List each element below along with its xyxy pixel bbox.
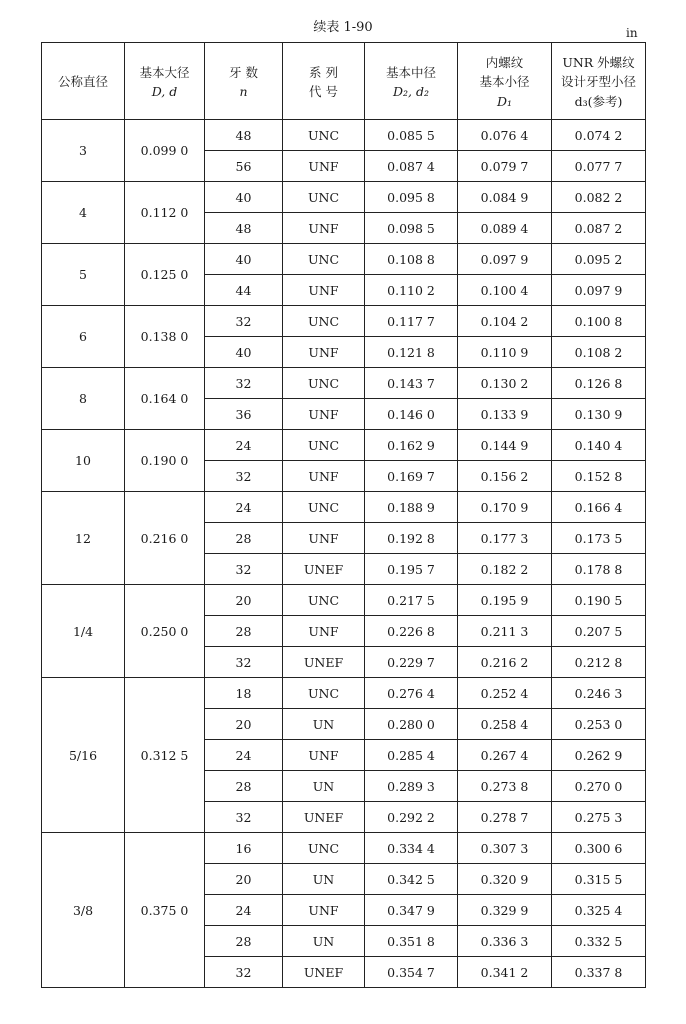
table-row [42,120,646,151]
pitch-diameter-cell: 0.169 7 [365,461,458,492]
pitch-diameter-cell: 0.108 8 [365,244,458,275]
minor-diameter-cell: 0.252 4 [458,678,552,709]
unr-minor-diameter-cell: 0.126 8 [552,368,646,399]
threads-cell: 32 [205,802,283,833]
unr-minor-diameter-cell: 0.275 3 [552,802,646,833]
series-cell: UNEF [283,957,365,988]
header-unr-external-minor-diameter [552,43,646,120]
minor-diameter-cell: 0.329 9 [458,895,552,926]
header-line: 公称直径 [57,74,108,90]
series-cell: UN [283,709,365,740]
series-cell: UNC [283,833,365,864]
threads-cell: 48 [205,213,283,244]
minor-diameter-cell: 0.273 8 [458,771,552,802]
thread-dimensions-table [41,42,646,988]
major-diameter-cell: 0.112 0 [125,182,205,244]
pitch-diameter-cell: 0.285 4 [365,740,458,771]
series-cell: UNF [283,399,365,430]
nominal-size-cell: 1/4 [42,585,125,678]
pitch-diameter-cell: 0.334 4 [365,833,458,864]
header-line: 牙 数 [229,64,258,80]
minor-diameter-cell: 0.216 2 [458,647,552,678]
series-cell: UNC [283,492,365,523]
header-line: UNR 外螺纹 [562,54,635,70]
header-basic-major-diameter [125,43,205,120]
minor-diameter-cell: 0.341 2 [458,957,552,988]
pitch-diameter-cell: 0.195 7 [365,554,458,585]
series-cell: UNF [283,151,365,182]
header-line: 基本大径 [139,64,190,80]
series-cell: UNC [283,244,365,275]
series-cell: UNC [283,120,365,151]
major-diameter-cell: 0.190 0 [125,430,205,492]
minor-diameter-cell: 0.130 2 [458,368,552,399]
header-line: 内螺纹 [485,54,524,70]
series-cell: UNEF [283,802,365,833]
nominal-size-cell: 4 [42,182,125,244]
series-cell: UNF [283,275,365,306]
pitch-diameter-cell: 0.121 8 [365,337,458,368]
unr-minor-diameter-cell: 0.212 8 [552,647,646,678]
unr-minor-diameter-cell: 0.100 8 [552,306,646,337]
minor-diameter-cell: 0.307 3 [458,833,552,864]
header-symbol: d₃(参考) [574,93,623,109]
series-cell: UN [283,864,365,895]
pitch-diameter-cell: 0.143 7 [365,368,458,399]
table-row [42,430,646,461]
minor-diameter-cell: 0.336 3 [458,926,552,957]
unr-minor-diameter-cell: 0.152 8 [552,461,646,492]
unr-minor-diameter-cell: 0.190 5 [552,585,646,616]
pitch-diameter-cell: 0.229 7 [365,647,458,678]
threads-cell: 48 [205,120,283,151]
minor-diameter-cell: 0.076 4 [458,120,552,151]
pitch-diameter-cell: 0.217 5 [365,585,458,616]
pitch-diameter-cell: 0.276 4 [365,678,458,709]
unr-minor-diameter-cell: 0.077 7 [552,151,646,182]
pitch-diameter-cell: 0.192 8 [365,523,458,554]
nominal-size-cell: 10 [42,430,125,492]
major-diameter-cell: 0.138 0 [125,306,205,368]
series-cell: UNC [283,585,365,616]
header-line: 基本小径 [479,74,530,90]
unr-minor-diameter-cell: 0.140 4 [552,430,646,461]
header-symbol: D₁ [496,93,513,109]
minor-diameter-cell: 0.278 7 [458,802,552,833]
major-diameter-cell: 0.099 0 [125,120,205,182]
threads-cell: 44 [205,275,283,306]
minor-diameter-cell: 0.084 9 [458,182,552,213]
series-cell: UNEF [283,647,365,678]
unr-minor-diameter-cell: 0.095 2 [552,244,646,275]
minor-diameter-cell: 0.079 7 [458,151,552,182]
major-diameter-cell: 0.164 0 [125,368,205,430]
threads-cell: 32 [205,306,283,337]
unr-minor-diameter-cell: 0.332 5 [552,926,646,957]
pitch-diameter-cell: 0.354 7 [365,957,458,988]
series-cell: UNF [283,523,365,554]
minor-diameter-cell: 0.195 9 [458,585,552,616]
minor-diameter-cell: 0.133 9 [458,399,552,430]
minor-diameter-cell: 0.144 9 [458,430,552,461]
header-symbol: D₂, d₂ [393,84,429,99]
unr-minor-diameter-cell: 0.173 5 [552,523,646,554]
series-cell: UNF [283,213,365,244]
threads-cell: 32 [205,647,283,678]
unr-minor-diameter-cell: 0.325 4 [552,895,646,926]
pitch-diameter-cell: 0.280 0 [365,709,458,740]
nominal-size-cell: 12 [42,492,125,585]
unr-minor-diameter-cell: 0.082 2 [552,182,646,213]
major-diameter-cell: 0.125 0 [125,244,205,306]
minor-diameter-cell: 0.258 4 [458,709,552,740]
header-line: 系 列 [309,64,338,80]
series-cell: UNF [283,461,365,492]
threads-cell: 32 [205,957,283,988]
threads-cell: 28 [205,926,283,957]
table-row [42,244,646,275]
series-cell: UN [283,926,365,957]
threads-cell: 16 [205,833,283,864]
threads-cell: 40 [205,337,283,368]
unr-minor-diameter-cell: 0.108 2 [552,337,646,368]
unr-minor-diameter-cell: 0.097 9 [552,275,646,306]
minor-diameter-cell: 0.182 2 [458,554,552,585]
major-diameter-cell: 0.216 0 [125,492,205,585]
threads-cell: 56 [205,151,283,182]
header-basic-pitch-diameter [365,43,458,120]
pitch-diameter-cell: 0.146 0 [365,399,458,430]
unr-minor-diameter-cell: 0.178 8 [552,554,646,585]
minor-diameter-cell: 0.100 4 [458,275,552,306]
table-row [42,492,646,523]
major-diameter-cell: 0.250 0 [125,585,205,678]
minor-diameter-cell: 0.177 3 [458,523,552,554]
threads-cell: 32 [205,368,283,399]
unr-minor-diameter-cell: 0.337 8 [552,957,646,988]
table-row [42,306,646,337]
table-row [42,368,646,399]
series-cell: UNF [283,895,365,926]
pitch-diameter-cell: 0.098 5 [365,213,458,244]
nominal-size-cell: 5/16 [42,678,125,833]
minor-diameter-cell: 0.110 9 [458,337,552,368]
minor-diameter-cell: 0.267 4 [458,740,552,771]
threads-cell: 18 [205,678,283,709]
major-diameter-cell: 0.312 5 [125,678,205,833]
header-symbol: n [239,84,248,99]
threads-cell: 32 [205,461,283,492]
nominal-size-cell: 3 [42,120,125,182]
threads-cell: 24 [205,895,283,926]
threads-cell: 20 [205,585,283,616]
header-line: 基本中径 [385,64,436,80]
header-row [42,43,646,120]
pitch-diameter-cell: 0.289 3 [365,771,458,802]
series-cell: UN [283,771,365,802]
unr-minor-diameter-cell: 0.130 9 [552,399,646,430]
table-caption: 续表 1-90 [313,20,373,35]
threads-cell: 20 [205,709,283,740]
unr-minor-diameter-cell: 0.300 6 [552,833,646,864]
threads-cell: 28 [205,771,283,802]
unr-minor-diameter-cell: 0.207 5 [552,616,646,647]
threads-cell: 28 [205,523,283,554]
pitch-diameter-cell: 0.347 9 [365,895,458,926]
table-row [42,833,646,864]
minor-diameter-cell: 0.211 3 [458,616,552,647]
minor-diameter-cell: 0.170 9 [458,492,552,523]
pitch-diameter-cell: 0.110 2 [365,275,458,306]
threads-cell: 20 [205,864,283,895]
threads-cell: 36 [205,399,283,430]
unr-minor-diameter-cell: 0.270 0 [552,771,646,802]
pitch-diameter-cell: 0.226 8 [365,616,458,647]
pitch-diameter-cell: 0.085 5 [365,120,458,151]
series-cell: UNF [283,337,365,368]
pitch-diameter-cell: 0.087 4 [365,151,458,182]
series-cell: UNF [283,616,365,647]
threads-cell: 32 [205,554,283,585]
threads-cell: 24 [205,430,283,461]
threads-cell: 24 [205,740,283,771]
threads-cell: 28 [205,616,283,647]
table-row [42,585,646,616]
minor-diameter-cell: 0.156 2 [458,461,552,492]
series-cell: UNC [283,430,365,461]
unr-minor-diameter-cell: 0.074 2 [552,120,646,151]
header-nominal-size [42,43,125,120]
header-threads-per-inch [205,43,283,120]
unr-minor-diameter-cell: 0.253 0 [552,709,646,740]
unr-minor-diameter-cell: 0.315 5 [552,864,646,895]
pitch-diameter-cell: 0.095 8 [365,182,458,213]
series-cell: UNC [283,306,365,337]
nominal-size-cell: 3/8 [42,833,125,988]
minor-diameter-cell: 0.097 9 [458,244,552,275]
minor-diameter-cell: 0.089 4 [458,213,552,244]
header-symbol: D, d [151,84,178,99]
series-cell: UNF [283,740,365,771]
pitch-diameter-cell: 0.188 9 [365,492,458,523]
minor-diameter-cell: 0.320 9 [458,864,552,895]
header-internal-minor-diameter [458,43,552,120]
nominal-size-cell: 5 [42,244,125,306]
header-series-code [283,43,365,120]
series-cell: UNC [283,368,365,399]
unr-minor-diameter-cell: 0.262 9 [552,740,646,771]
series-cell: UNC [283,678,365,709]
unr-minor-diameter-cell: 0.087 2 [552,213,646,244]
nominal-size-cell: 6 [42,306,125,368]
series-cell: UNEF [283,554,365,585]
series-cell: UNC [283,182,365,213]
pitch-diameter-cell: 0.342 5 [365,864,458,895]
nominal-size-cell: 8 [42,368,125,430]
pitch-diameter-cell: 0.117 7 [365,306,458,337]
threads-cell: 24 [205,492,283,523]
header-line: 设计牙型小径 [560,74,636,90]
pitch-diameter-cell: 0.351 8 [365,926,458,957]
unr-minor-diameter-cell: 0.166 4 [552,492,646,523]
threads-cell: 40 [205,182,283,213]
table-header [42,43,646,120]
table-body [42,120,646,988]
table-row [42,678,646,709]
minor-diameter-cell: 0.104 2 [458,306,552,337]
pitch-diameter-cell: 0.162 9 [365,430,458,461]
major-diameter-cell: 0.375 0 [125,833,205,988]
header-line: 代 号 [309,84,338,99]
pitch-diameter-cell: 0.292 2 [365,802,458,833]
table-row [42,182,646,213]
threads-cell: 40 [205,244,283,275]
unit-label: in [626,26,638,40]
unr-minor-diameter-cell: 0.246 3 [552,678,646,709]
